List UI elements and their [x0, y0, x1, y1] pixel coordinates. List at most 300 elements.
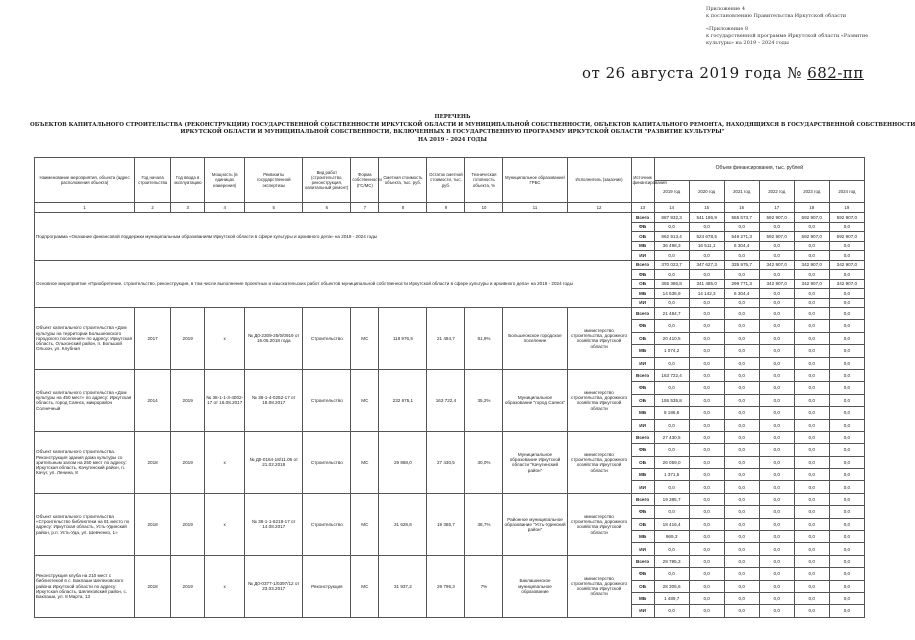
funding-value-cell: 342 907,0 [759, 260, 794, 270]
funding-value-cell: 0,0 [724, 580, 759, 592]
object-attribute-cell: № 38-1-1-6218-17 от 14.08.2017 [245, 493, 303, 555]
table-header-row [35, 158, 865, 181]
table-row [35, 213, 865, 223]
object-attribute-cell: № Д0-0377-1/0397/12 от 23.03.2017 [245, 555, 303, 617]
header-cell: Наименование мероприятия, объекта (адрес расположения объекта) [35, 158, 135, 203]
object-attribute-cell: Строительство [303, 493, 351, 555]
funding-value-cell: 0,0 [724, 407, 759, 419]
object-attribute-cell: 81,9% [465, 308, 503, 370]
year-header: 2021 год [724, 181, 759, 203]
funding-value-cell: 0,0 [654, 270, 689, 280]
year-header: 2019 год [654, 181, 689, 203]
funding-value-cell: 0,0 [759, 518, 794, 530]
funding-value-cell: 887 932,3 [654, 213, 689, 223]
column-number: 4 [205, 203, 245, 213]
funding-value-cell: 0,0 [829, 251, 864, 261]
funding-value-cell: 0,0 [829, 382, 864, 394]
funding-value-cell: 0,0 [829, 222, 864, 232]
funding-value-cell: 342 907,0 [794, 279, 829, 289]
funding-value-cell: 0,0 [689, 251, 724, 261]
object-attribute-cell: 118 976,5 [379, 308, 427, 370]
funding-source-cell: ФБ [631, 320, 654, 332]
column-number: 19 [829, 203, 864, 213]
funding-value-cell: 0,0 [794, 555, 829, 567]
funding-value-cell: 0,0 [829, 568, 864, 580]
funding-source-cell: ФБ [631, 568, 654, 580]
funding-value-cell: 592 907,0 [829, 213, 864, 223]
funding-value-cell: 0,0 [689, 456, 724, 468]
header-cell: Год начала строительства [135, 158, 171, 203]
funding-value-cell: 0,0 [794, 270, 829, 280]
funding-value-cell: 0,0 [829, 456, 864, 468]
column-number: 7 [351, 203, 379, 213]
funding-value-cell: 0,0 [829, 394, 864, 406]
object-attribute-cell: Строительство [303, 431, 351, 493]
table-row [35, 431, 865, 443]
funding-value-cell: 342 907,0 [794, 260, 829, 270]
object-attribute-cell: 21 484,7 [427, 308, 465, 370]
table-body [35, 158, 865, 618]
funding-value-cell: 0,0 [724, 332, 759, 344]
funding-source-cell: Всего [631, 260, 654, 270]
funding-source-cell: ОБ [631, 456, 654, 468]
funding-value-cell: 862 913,4 [654, 232, 689, 242]
header-cell: Вид работ (строительство, реконструкция, капитальный ремонт) [303, 158, 351, 203]
funding-value-cell: 592 907,0 [759, 232, 794, 242]
funding-value-cell: 0,0 [759, 394, 794, 406]
title-line: ИРКУТСКОЙ ОБЛАСТИ И МУНИЦИПАЛЬНОЙ СОБСТВЕННОСТИ, ВКЛЮЧЕННЫХ В ГОСУДАРСТВЕННУЮ ПРОГРАММУ ИРКУТСКОЙ ОБЛАСТИ "РАЗВИТИЕ КУЛЬТУРЫ" [180, 129, 725, 135]
funding-value-cell: 0,0 [759, 251, 794, 261]
funding-source-cell: ОБ [631, 580, 654, 592]
funding-value-cell: 0,0 [724, 345, 759, 357]
funding-value-cell: 0,0 [759, 369, 794, 381]
object-attribute-cell: министерство строительства, дорожного хозяйства Иркутской области [567, 431, 631, 493]
funding-value-cell: 0,0 [829, 555, 864, 567]
funding-value-cell: 0,0 [829, 592, 864, 604]
funding-value-cell: 0,0 [759, 419, 794, 431]
funding-value-cell: 0,0 [689, 332, 724, 344]
funding-value-cell: 341 485,0 [689, 279, 724, 289]
object-attribute-cell: № Д0-0164-18/11.06 от 21.02.2018 [245, 431, 303, 493]
funding-value-cell: 347 627,3 [689, 260, 724, 270]
funding-value-cell: 0,0 [829, 493, 864, 505]
funding-value-cell: 0,0 [829, 369, 864, 381]
header-cell: Сметная стоимость объекта, тыс. руб. [379, 158, 427, 203]
funding-source-cell: МБ [631, 531, 654, 543]
funding-value-cell: 555 573,7 [724, 213, 759, 223]
funding-value-cell: 0,0 [829, 431, 864, 443]
header-cell: Форма собственности (ГС/МС) [351, 158, 379, 203]
funding-value-cell: 0,0 [724, 357, 759, 369]
header-cell: Год ввода в эксплуатацию [171, 158, 205, 203]
header-cell-funding: Объем финансирования, тыс. рублей [654, 158, 864, 181]
column-number: 3 [171, 203, 205, 213]
funding-value-cell: 0,0 [724, 369, 759, 381]
funding-value-cell: 0,0 [689, 518, 724, 530]
funding-value-cell: 0,0 [654, 543, 689, 555]
object-attribute-cell: 2014 [135, 369, 171, 431]
funding-source-cell: Всего [631, 369, 654, 381]
object-attribute-cell: МС [351, 555, 379, 617]
funding-value-cell: 0,0 [794, 289, 829, 299]
funding-value-cell: 0,0 [654, 481, 689, 493]
object-name-cell: Реконструкция клуба на 210 мест с библиотекой в с. Баклаши Шелеховского района Иркутской области по адресу: Иркутская область, Шелеховский район, с. Баклаши, ул. 8 Марта, 13 [35, 555, 135, 617]
object-attribute-cell: х [205, 308, 245, 370]
funding-value-cell: 0,0 [724, 493, 759, 505]
funding-value-cell: 8 186,6 [654, 407, 689, 419]
funding-value-cell: 0,0 [689, 345, 724, 357]
object-attribute-cell: 2019 [171, 555, 205, 617]
funding-value-cell: 0,0 [759, 431, 794, 443]
header-cell: Техническая готовность объекта, % [465, 158, 503, 203]
funding-source-cell: ИИ [631, 251, 654, 261]
funding-source-cell: МБ [631, 345, 654, 357]
funding-value-cell: 0,0 [759, 456, 794, 468]
funding-value-cell: 342 907,0 [759, 279, 794, 289]
funding-value-cell: 0,0 [829, 407, 864, 419]
column-number: 17 [759, 203, 794, 213]
funding-value-cell: 0,0 [759, 493, 794, 505]
funding-value-cell: 0,0 [689, 270, 724, 280]
funding-value-cell: 0,0 [689, 555, 724, 567]
funding-value-cell: 0,0 [794, 308, 829, 320]
funding-value-cell: 0,0 [829, 357, 864, 369]
funding-value-cell: 0,0 [794, 298, 829, 308]
funding-value-cell: 0,0 [654, 357, 689, 369]
object-attribute-cell: Большеокское городское поселение [503, 308, 567, 370]
funding-value-cell: 0,0 [724, 518, 759, 530]
funding-source-cell: ИИ [631, 419, 654, 431]
funding-value-cell: 21 484,7 [654, 308, 689, 320]
funding-source-cell: ОБ [631, 394, 654, 406]
column-number-row [35, 203, 865, 213]
funding-value-cell: 14 636,9 [654, 289, 689, 299]
funding-value-cell: 0,0 [654, 605, 689, 617]
funding-value-cell: 524 678,5 [689, 232, 724, 242]
funding-value-cell: 163 722,4 [654, 369, 689, 381]
funding-value-cell: 0,0 [724, 308, 759, 320]
funding-value-cell: 0,0 [829, 241, 864, 251]
funding-value-cell: 0,0 [759, 407, 794, 419]
funding-source-cell: МБ [631, 289, 654, 299]
funding-value-cell: 0,0 [654, 506, 689, 518]
funding-source-cell: ОБ [631, 332, 654, 344]
funding-value-cell: 0,0 [724, 270, 759, 280]
funding-value-cell: 355 386,8 [654, 279, 689, 289]
program-title-cell: Основное мероприятие «Приобретение, строительство, реконструкция, в том числе выполнение проектных и изыскательских работ объектов муниципальной собственности Иркутской области в сфере культуры и архивного дела» на 2019 - 2024 годы [35, 260, 632, 308]
object-attribute-cell: № 38-1-1-3-4002-17 от 18.08.2017 [205, 369, 245, 431]
funding-value-cell: 0,0 [759, 382, 794, 394]
column-number: 18 [794, 203, 829, 213]
funding-value-cell: 0,0 [724, 222, 759, 232]
funding-value-cell: 0,0 [689, 543, 724, 555]
funding-value-cell: 592 907,0 [829, 232, 864, 242]
object-attribute-cell: № 38-1-4-0252-17 от 18.08.2017 [245, 369, 303, 431]
object-attribute-cell: Строительство [303, 369, 351, 431]
funding-value-cell: 0,0 [759, 592, 794, 604]
funding-source-cell: Всего [631, 431, 654, 443]
funding-value-cell: 0,0 [724, 506, 759, 518]
funding-source-cell: МБ [631, 469, 654, 481]
object-attribute-cell: министерство строительства, дорожного хозяйства Иркутской области [567, 493, 631, 555]
funding-value-cell: 0,0 [759, 555, 794, 567]
funding-source-cell: Всего [631, 308, 654, 320]
object-attribute-cell: 2019 [171, 369, 205, 431]
funding-value-cell: 0,0 [794, 531, 829, 543]
funding-source-cell: ОБ [631, 518, 654, 530]
funding-value-cell: 0,0 [689, 481, 724, 493]
funding-value-cell: 0,0 [724, 431, 759, 443]
funding-value-cell: 0,0 [759, 320, 794, 332]
column-number: 11 [503, 203, 567, 213]
program-title-cell: Подпрограмма «Оказание финансовой поддержки муниципальным образованиям Иркутской области в сфере культуры и архивного дела» на 2019 - 2024 годы [35, 213, 632, 261]
funding-value-cell: 29 795,3 [654, 555, 689, 567]
funding-value-cell: 0,0 [689, 222, 724, 232]
funding-value-cell: 0,0 [829, 289, 864, 299]
funding-value-cell: 0,0 [689, 444, 724, 456]
funding-value-cell: 0,0 [829, 419, 864, 431]
funding-value-cell: 0,0 [689, 369, 724, 381]
funding-value-cell: 342 907,0 [829, 260, 864, 270]
funding-source-cell: ОБ [631, 232, 654, 242]
funding-value-cell: 0,0 [759, 289, 794, 299]
funding-value-cell: 1 371,5 [654, 469, 689, 481]
funding-value-cell: 1 489,7 [654, 592, 689, 604]
funding-value-cell: 36 498,3 [654, 241, 689, 251]
funding-value-cell: 0,0 [794, 456, 829, 468]
funding-value-cell: 0,0 [654, 382, 689, 394]
funding-source-cell: МБ [631, 592, 654, 604]
appendix-note [706, 6, 896, 47]
appendix-line: культуры» на 2019 – 2024 годы [706, 40, 789, 46]
object-attribute-cell: МС [351, 369, 379, 431]
funding-value-cell: 0,0 [794, 444, 829, 456]
funding-value-cell: 0,0 [654, 568, 689, 580]
funding-value-cell: 0,0 [794, 518, 829, 530]
funding-source-cell: ФБ [631, 382, 654, 394]
funding-value-cell: 0,0 [689, 431, 724, 443]
object-attribute-cell: 35,2% [465, 369, 503, 431]
object-attribute-cell: Муниципальное образование Иркутской области "Качугинский район" [503, 431, 567, 493]
funding-value-cell: 0,0 [724, 605, 759, 617]
decree-date: от 26 августа 2019 года № [582, 64, 802, 82]
object-attribute-cell: Реконструкция [303, 555, 351, 617]
funding-source-cell: Всего [631, 493, 654, 505]
funding-source-cell: ИИ [631, 605, 654, 617]
funding-value-cell: 0,0 [794, 493, 829, 505]
funding-value-cell: 0,0 [829, 580, 864, 592]
object-attribute-cell: 7% [465, 555, 503, 617]
object-attribute-cell: 30,0% [465, 431, 503, 493]
column-number: 2 [135, 203, 171, 213]
funding-value-cell: 0,0 [724, 481, 759, 493]
funding-value-cell: 0,0 [724, 592, 759, 604]
object-attribute-cell: Строительство [303, 308, 351, 370]
column-number: 15 [689, 203, 724, 213]
funding-value-cell: 0,0 [794, 369, 829, 381]
year-header: 2024 год [829, 181, 864, 203]
column-number: 16 [724, 203, 759, 213]
funding-value-cell: 0,0 [724, 469, 759, 481]
year-header: 2022 год [759, 181, 794, 203]
column-number: 5 [245, 203, 303, 213]
funding-value-cell: 0,0 [794, 222, 829, 232]
object-attribute-cell: 232 675,1 [379, 369, 427, 431]
funding-value-cell: 0,0 [689, 493, 724, 505]
header-cell: Реквизиты государственной экспертизы [245, 158, 303, 203]
funding-source-cell: Всего [631, 213, 654, 223]
object-name-cell: Объект капитального строительства. Реконструкция здания дома культуры со зрительным залом на 250 мест по адресу: Иркутская область, Качугинский район, п. Качуг, ул. Ленина, 8 [35, 431, 135, 493]
object-attribute-cell: 31 628,6 [379, 493, 427, 555]
funding-value-cell: 0,0 [759, 568, 794, 580]
appendix-line: к государственной программе Иркутской области «Развитие [706, 33, 869, 39]
funding-value-cell: 370 023,7 [654, 260, 689, 270]
funding-value-cell: 0,0 [724, 555, 759, 567]
funding-value-cell: 541 186,9 [689, 213, 724, 223]
funding-value-cell: 592 907,0 [759, 213, 794, 223]
funding-value-cell: 0,0 [794, 251, 829, 261]
decree-date-stamp [582, 64, 864, 82]
object-attribute-cell: Баклашинское муниципальное образование [503, 555, 567, 617]
object-attribute-cell: 2018 [135, 431, 171, 493]
funding-value-cell: 0,0 [829, 531, 864, 543]
funding-value-cell: 335 975,7 [724, 260, 759, 270]
funding-value-cell: 0,0 [759, 580, 794, 592]
object-attribute-cell: 2018 [135, 493, 171, 555]
column-number: 13 [631, 203, 654, 213]
funding-value-cell: 0,0 [724, 456, 759, 468]
funding-source-cell: ФБ [631, 444, 654, 456]
object-attribute-cell: МС [351, 431, 379, 493]
header-cell: Источник финансирования [631, 158, 654, 203]
object-attribute-cell: 29 868,0 [379, 431, 427, 493]
funding-value-cell: 0,0 [829, 543, 864, 555]
funding-value-cell: 0,0 [724, 298, 759, 308]
funding-value-cell: 0,0 [794, 357, 829, 369]
funding-value-cell: 0,0 [794, 580, 829, 592]
object-attribute-cell: 2019 [171, 431, 205, 493]
column-number: 8 [379, 203, 427, 213]
object-attribute-cell: Районное муниципальное образование "Усть-Удинский район" [503, 493, 567, 555]
column-number: 1 [35, 203, 135, 213]
funding-value-cell: 0,0 [724, 394, 759, 406]
object-name-cell: Объект капитального строительства «Дом культуры на 450 мест» по адресу: Иркутская область, город Саянск, микрорайон Солнечный [35, 369, 135, 431]
funding-value-cell: 28 305,6 [654, 580, 689, 592]
funding-value-cell: 0,0 [689, 605, 724, 617]
object-attribute-cell: 2017 [135, 308, 171, 370]
funding-value-cell: 0,0 [724, 444, 759, 456]
funding-value-cell: 0,0 [654, 444, 689, 456]
funding-value-cell: 20 410,5 [654, 332, 689, 344]
funding-value-cell: 0,0 [794, 332, 829, 344]
funding-value-cell: 1 074,2 [654, 345, 689, 357]
funding-source-cell: ФБ [631, 222, 654, 232]
object-attribute-cell: 31 937,2 [379, 555, 427, 617]
funding-value-cell: 0,0 [829, 298, 864, 308]
funding-value-cell: 0,0 [689, 531, 724, 543]
funding-value-cell: 0,0 [829, 308, 864, 320]
year-header: 2023 год [794, 181, 829, 203]
funding-value-cell: 0,0 [689, 419, 724, 431]
object-attribute-cell: х [205, 431, 245, 493]
funding-value-cell: 0,0 [794, 568, 829, 580]
funding-value-cell: 19 385,7 [654, 493, 689, 505]
header-cell: Исполнитель (заказчик) [567, 158, 631, 203]
table-row [35, 369, 865, 381]
funding-value-cell: 0,0 [724, 543, 759, 555]
object-attribute-cell: х [205, 555, 245, 617]
funding-value-cell: 0,0 [759, 444, 794, 456]
funding-value-cell: 0,0 [759, 308, 794, 320]
funding-value-cell: 0,0 [794, 592, 829, 604]
funding-value-cell: 0,0 [794, 431, 829, 443]
funding-value-cell: 0,0 [759, 222, 794, 232]
funding-value-cell: 0,0 [654, 251, 689, 261]
object-attribute-cell: 163 722,4 [427, 369, 465, 431]
funding-value-cell: 16 511,1 [689, 241, 724, 251]
object-attribute-cell: № Д0-2309-25/0/0919 от 16.05.2018 года [245, 308, 303, 370]
funding-value-cell: 0,0 [724, 568, 759, 580]
funding-value-cell: 0,0 [829, 320, 864, 332]
funding-source-cell: МБ [631, 407, 654, 419]
funding-value-cell: 0,0 [794, 419, 829, 431]
title-line: ОБЪЕКТОВ КАПИТАЛЬНОГО СТРОИТЕЛЬСТВА (РЕКОНСТРУКЦИИ) ГОСУДАРСТВЕННОЙ СОБСТВЕННОСТИ ИРКУТСКОЙ ОБЛАСТИ И МУНИЦИПАЛЬНОЙ СОБСТВЕННОСТИ, ОБЪЕКТОВ КАПИТАЛЬНОГО РЕМОНТА, НАХОДЯЩИХСЯ В ГОСУДАРСТВЕННОЙ СОБСТВЕННОСТИ [30, 121, 915, 128]
funding-value-cell: 6 304,4 [724, 289, 759, 299]
funding-value-cell: 0,0 [654, 320, 689, 332]
funding-value-cell: 27 430,5 [654, 431, 689, 443]
funding-value-cell: 0,0 [794, 407, 829, 419]
funding-value-cell: 14 142,3 [689, 289, 724, 299]
title-heading: ПЕРЕЧЕНЬ [434, 114, 471, 120]
funding-source-cell: ИИ [631, 298, 654, 308]
funding-value-cell: 0,0 [759, 481, 794, 493]
funding-value-cell: 0,0 [829, 469, 864, 481]
funding-value-cell: 0,0 [794, 469, 829, 481]
column-number: 10 [465, 203, 503, 213]
funding-source-cell: ИИ [631, 543, 654, 555]
funding-value-cell: 299 771,3 [724, 279, 759, 289]
object-attribute-cell: министерство строительства, дорожного хозяйства Иркутской области [567, 555, 631, 617]
funding-value-cell: 0,0 [689, 469, 724, 481]
funding-value-cell: 0,0 [759, 531, 794, 543]
funding-value-cell: 0,0 [759, 605, 794, 617]
funding-value-cell: 969,3 [654, 531, 689, 543]
funding-value-cell: 0,0 [759, 270, 794, 280]
column-number: 12 [567, 203, 631, 213]
funding-value-cell: 0,0 [829, 444, 864, 456]
object-attribute-cell: 2019 [171, 493, 205, 555]
object-attribute-cell: 2018 [135, 555, 171, 617]
funding-value-cell: 0,0 [724, 382, 759, 394]
funding-value-cell: 592 907,0 [794, 213, 829, 223]
funding-value-cell: 0,0 [689, 320, 724, 332]
table-row [35, 555, 865, 567]
funding-value-cell: 592 907,0 [794, 232, 829, 242]
header-cell: Мощность (в единицах измерения) [205, 158, 245, 203]
funding-value-cell: 0,0 [794, 320, 829, 332]
funding-value-cell: 0,0 [829, 332, 864, 344]
funding-value-cell: 0,0 [759, 357, 794, 369]
object-attribute-cell: министерство строительства, дорожного хозяйства Иркутской области [567, 369, 631, 431]
object-name-cell: Объект капитального строительства «Строительство библиотеки на 81 место по адресу: Иркутская область, Усть-Удинский район, р.п. Усть-Уда, ул. Шевченко, 1» [35, 493, 135, 555]
funding-value-cell: 0,0 [794, 605, 829, 617]
funding-value-cell: 0,0 [794, 543, 829, 555]
document-title [30, 114, 915, 144]
funding-value-cell: 0,0 [829, 481, 864, 493]
funding-value-cell: 0,0 [689, 592, 724, 604]
funding-value-cell: 0,0 [724, 531, 759, 543]
funding-value-cell: 0,0 [794, 241, 829, 251]
